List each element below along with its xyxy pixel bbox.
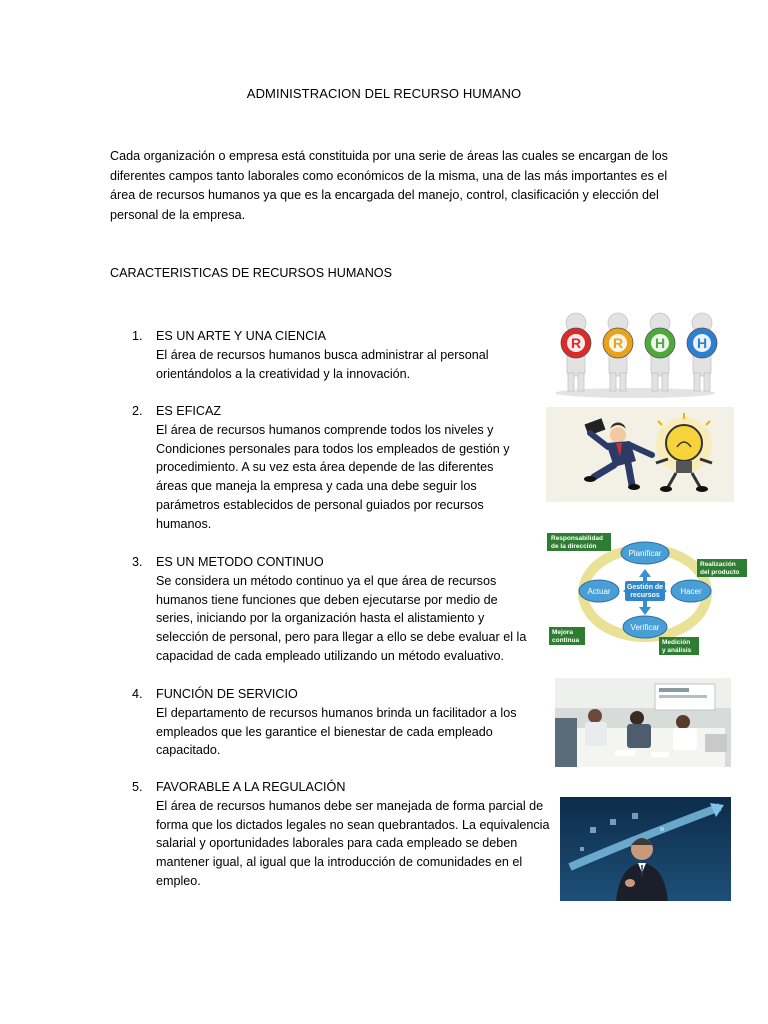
cycle-node: Actuar — [587, 587, 611, 596]
item-number: 4. — [132, 687, 143, 701]
speaker-photo — [560, 797, 731, 901]
item-text: El área de recursos humanos debe ser manejada de forma parcial de forma que los dictados legales no sean quebrantados. La equivalencia salarial y oportunidades laborales para cada empleado se deben mantener igual, al igual que la introducción de comunidades en el empleo. — [156, 798, 550, 888]
rrhh-letter: H — [696, 335, 708, 351]
cycle-label: de la dirección — [551, 543, 597, 550]
list-item — [132, 553, 532, 666]
item-number: 3. — [132, 555, 143, 569]
list-item — [132, 402, 532, 534]
cycle-center-label: Gestión de — [626, 584, 664, 591]
cycle-label: Medición — [662, 639, 691, 646]
list-item — [132, 778, 550, 891]
cycle-label: continua — [552, 637, 580, 644]
cycle-node: Hacer — [680, 587, 702, 596]
item-text: El área de recursos humanos busca administrar al personal orientándolos a la creatividad y la innovación. — [156, 347, 489, 381]
office-photo — [555, 678, 731, 767]
cycle-node: Planificar — [628, 549, 662, 558]
item-heading: FUNCIÓN DE SERVICIO — [156, 687, 298, 701]
item-text: El área de recursos humanos comprende todos los niveles y Condiciones personales para todos los empleados de gestión y procedimiento. A su vez esta área depende de las diferentes áreas que maneja la empresa y cada una debe seguir los parámetros establecidos de personal guiados por recursos humanos. — [156, 422, 510, 531]
cycle-label: y análisis — [662, 647, 692, 654]
item-heading: ES UN ARTE Y UNA CIENCIA — [156, 329, 327, 343]
cycle-center-label: recursos — [630, 592, 660, 599]
item-number: 2. — [132, 404, 143, 418]
cycle-label: Realización — [700, 561, 736, 568]
cycle-label: del producto — [700, 569, 740, 576]
cycle-diagram — [545, 531, 748, 659]
cycle-label: Responsabilidad — [551, 535, 604, 542]
intro-paragraph: Cada organización o empresa está constituida por una serie de áreas las cuales se encargan de los diferentes campos tanto laborales como económicos de la misma, una de las más importantes es el área de recursos humanos ya que es la encargada del manejo, control, clasificación y elección del personal de la empresa. — [110, 149, 668, 222]
item-number: 1. — [132, 329, 143, 343]
item-text: El departamento de recursos humanos brinda un facilitador a los empleados que les garantice el bienestar de cada empleado capacitado. — [156, 705, 517, 758]
item-heading: ES UN METODO CONTINUO — [156, 555, 324, 569]
cycle-label: Mejora — [552, 629, 573, 636]
rrhh-letter: H — [654, 335, 666, 351]
list-item — [132, 685, 532, 760]
section-subtitle: CARACTERISTICAS DE RECURSOS HUMANOS — [110, 266, 392, 280]
item-heading: FAVORABLE A LA REGULACIÓN — [156, 780, 346, 794]
item-text: Se considera un método continuo ya el que área de recursos humanos tiene funciones que deben ejecutarse por medio de series, iniciando por la organización hasta el alistamiento y selección de personal, pero para llegar a ello se debe evaluar el la capacidad de cada empleado utilizando un método evaluativo. — [156, 573, 527, 663]
rrhh-letter: R — [570, 335, 582, 351]
list-item — [132, 327, 532, 383]
item-number: 5. — [132, 780, 143, 794]
cycle-node: Verificar — [630, 623, 660, 632]
rrhh-letter: R — [612, 335, 624, 351]
item-heading: ES EFICAZ — [156, 404, 222, 418]
rrhh-image — [546, 305, 724, 401]
idea-illustration — [546, 407, 734, 502]
document-title: ADMINISTRACION DEL RECURSO HUMANO — [246, 86, 522, 101]
